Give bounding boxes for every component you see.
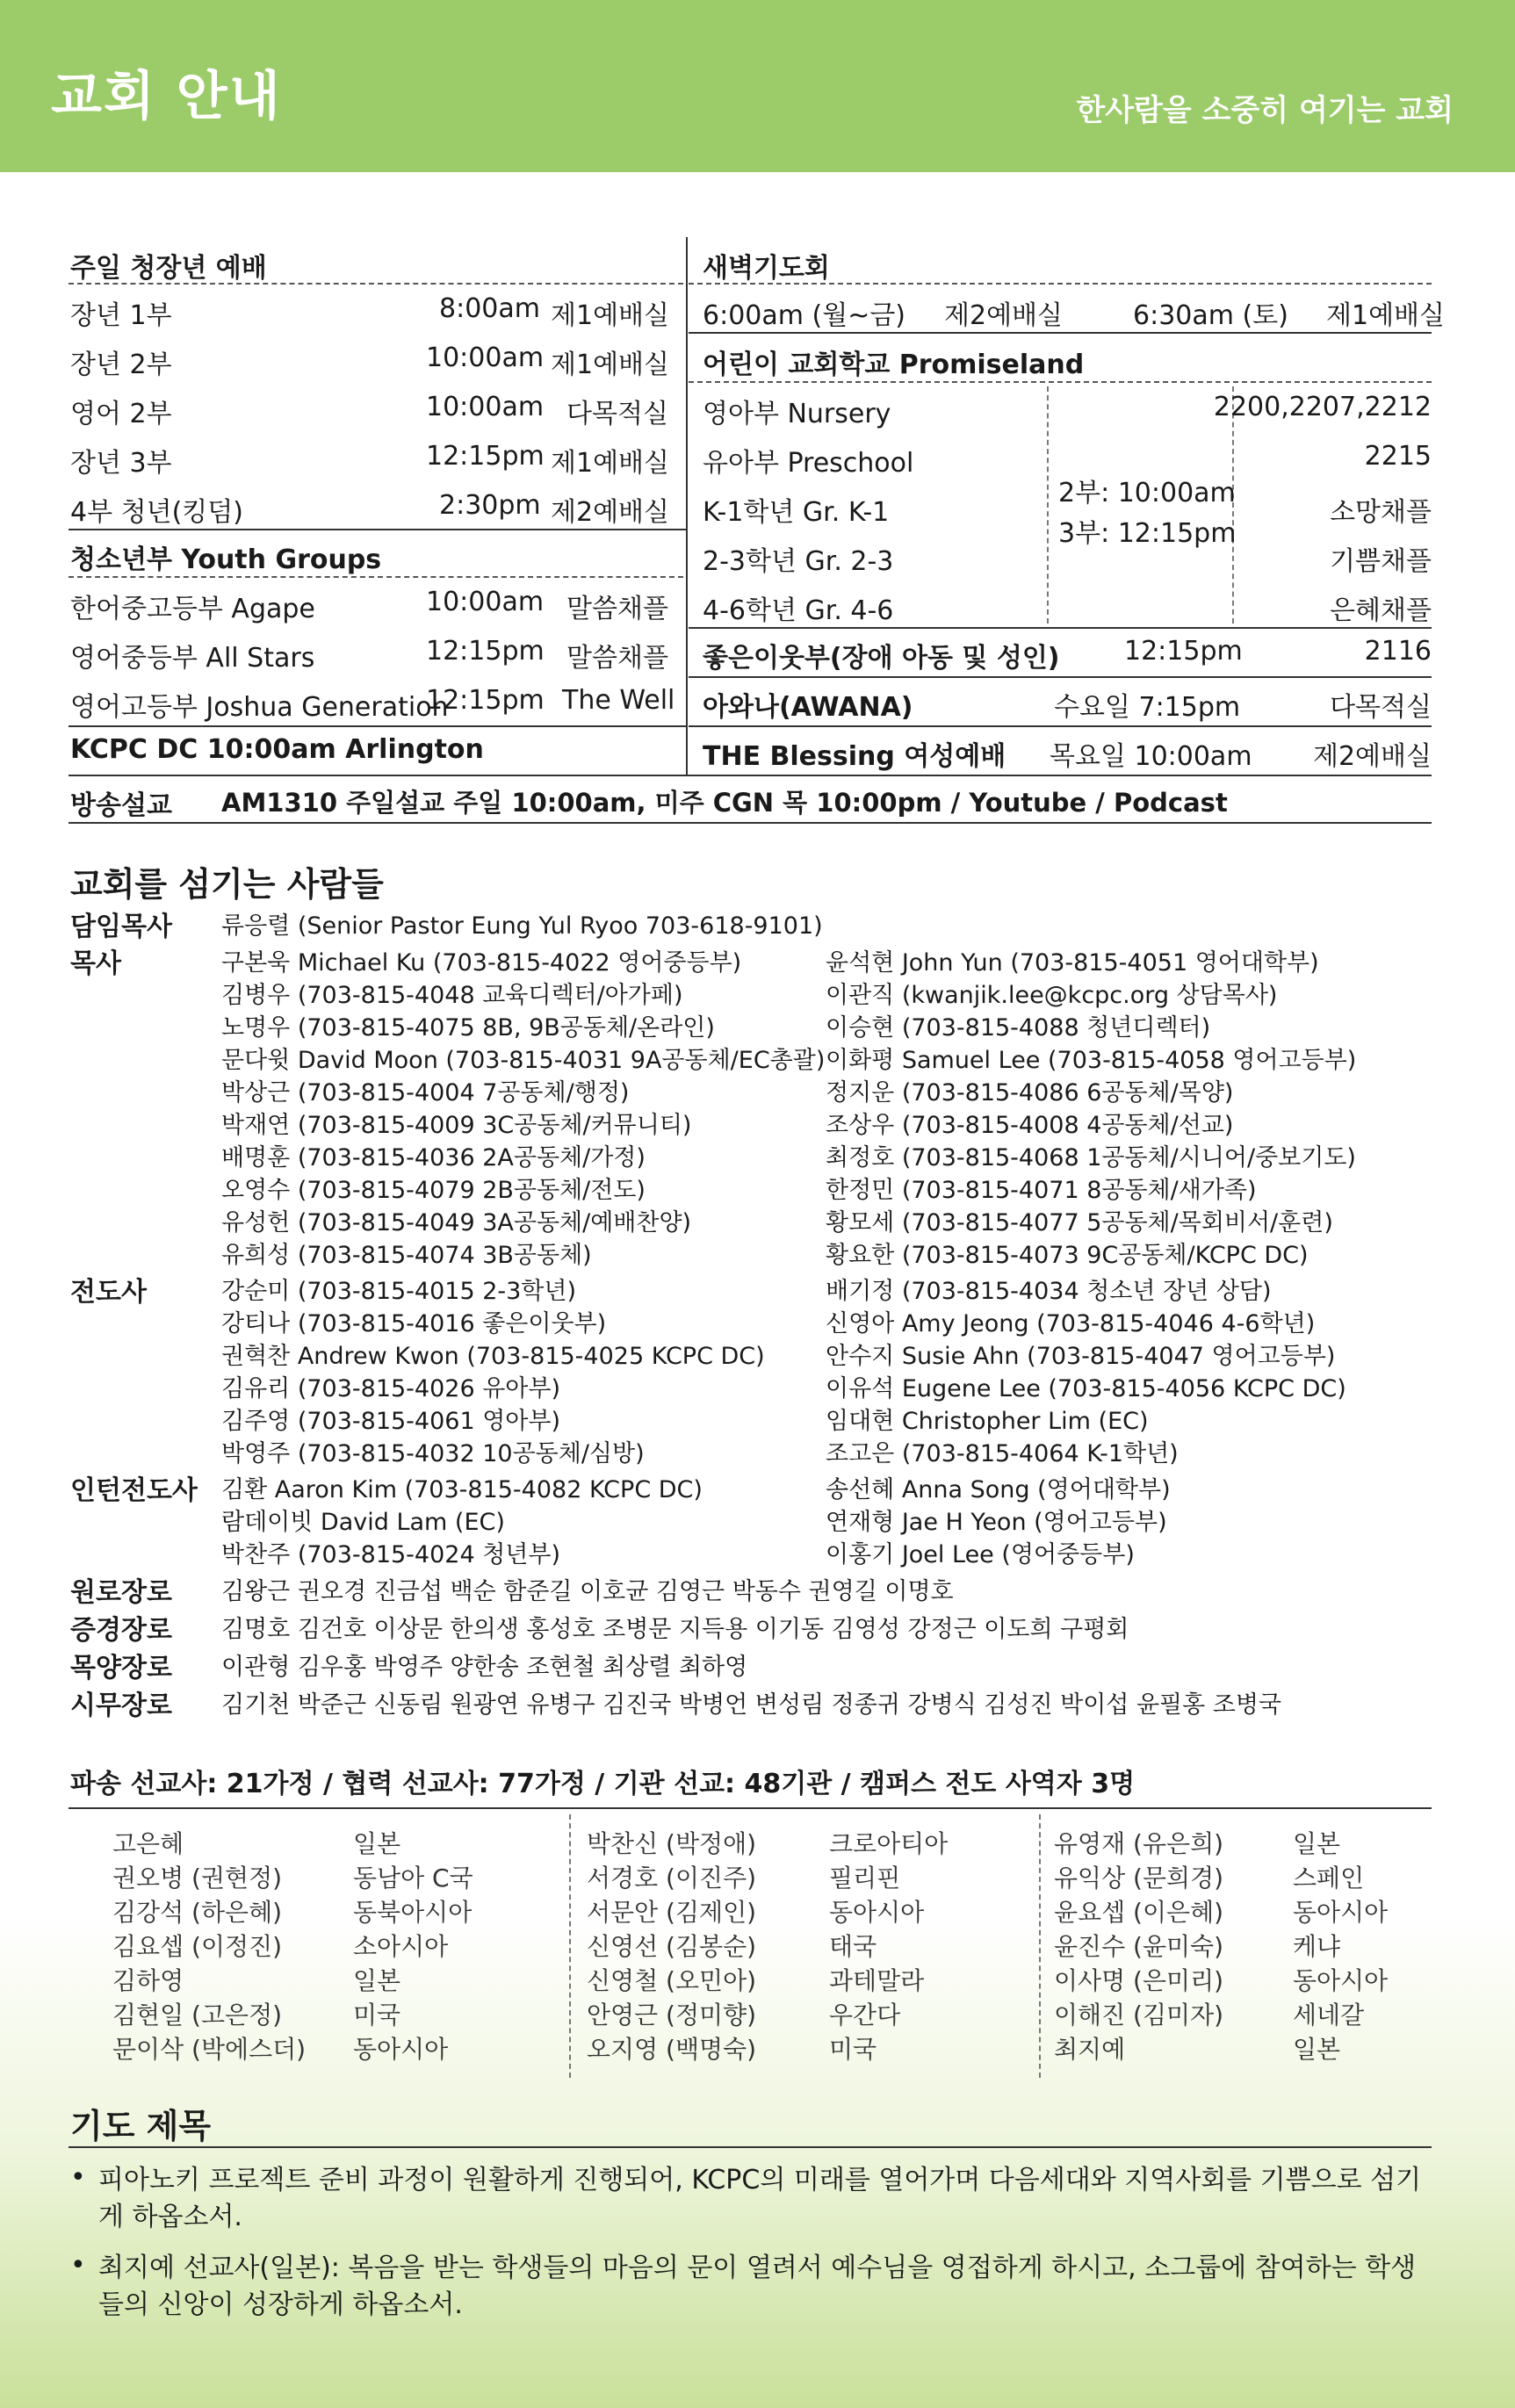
missionary-region: 동아시아: [1293, 1898, 1389, 1927]
staff-entry: 최정호 (703-815-4068 1공동체/시니어/중보기도): [826, 1144, 1356, 1172]
missionary-region: 미국: [353, 2001, 401, 2029]
senior-pastor-label: 담임목사: [70, 912, 172, 942]
staff-entry: 이화평 Samuel Lee (703-815-4058 영어고등부): [826, 1047, 1357, 1074]
divider: [69, 2146, 1432, 2148]
sunday-row-time: 10:00am: [426, 342, 545, 373]
divider: [689, 676, 1432, 678]
missionary-name: 박찬신 (박정애): [587, 1829, 757, 1858]
blessing-place: 제2예배실: [1312, 741, 1432, 772]
missionary-name: 신영선 (김봉순): [587, 1932, 757, 1961]
divider: [689, 627, 1432, 629]
divider: [69, 283, 683, 285]
missionary-region: 소아시아: [353, 1932, 449, 1961]
youth-row-name: 한어중고등부 Agape: [70, 594, 315, 624]
staff-entry: 신영아 Amy Jeong (703-815-4046 4-6학년): [826, 1310, 1316, 1337]
dawn-place-saturday: 제1예배실: [1326, 300, 1446, 331]
staff-entry: 유성헌 (703-815-4049 3A공동체/예배찬양): [221, 1209, 692, 1236]
missionary-name: 신영철 (오민아): [587, 1966, 757, 1995]
divider: [689, 725, 1432, 727]
school-row-name: 영아부 Nursery: [703, 399, 891, 429]
sunday-row-time: 10:00am: [426, 392, 545, 422]
awana-time: 수요일 7:15pm: [1054, 692, 1241, 723]
staff-entry: 김환 Aaron Kim (703-815-4082 KCPC DC): [221, 1476, 703, 1503]
missionary-region: 동남아 C국: [353, 1864, 473, 1893]
broadcast-label: 방송설교: [70, 790, 172, 821]
missionary-name: 서경호 (이진주): [587, 1864, 757, 1893]
missionary-region: 과테말라: [829, 1966, 925, 1995]
senior-pastor: 류응렬 (Senior Pastor Eung Yul Ryoo 703-618-9101): [221, 912, 823, 940]
sunday-row-time: 2:30pm: [439, 490, 541, 521]
prayer-item: 피아노키 프로젝트 준비 과정이 원활하게 진행되어, KCPC의 미래를 열어가며 다음세대와 지역사회를 기쁨으로 섬기게 하옵소서.: [98, 2165, 1422, 2232]
divider: [69, 1807, 1432, 1809]
youth-row-place: 말씀채플: [566, 643, 668, 674]
church-slogan: 한사람을 소중히 여기는 교회: [1076, 93, 1454, 128]
divider: [689, 332, 1432, 334]
staff-entry: 윤석현 John Yun (703-815-4051 영어대학부): [826, 949, 1319, 977]
school-row-place: 기쁨채플: [1330, 546, 1432, 577]
dawn-time-saturday: 6:30am (토): [1133, 300, 1288, 331]
missionary-region: 동아시아: [1293, 1966, 1389, 1995]
pastor-label: 목사: [70, 948, 121, 979]
youth-row-name: 영어중등부 All Stars: [70, 643, 315, 674]
missionary-name: 이사명 (은미리): [1054, 1966, 1224, 1995]
missionary-name: 이해진 (김미자): [1054, 2001, 1224, 2029]
intern-evangelist-label: 인턴전도사: [70, 1475, 198, 1506]
divider: [689, 381, 1432, 383]
school-row-name: K-1학년 Gr. K-1: [703, 497, 890, 528]
staff-entry: 배명훈 (703-815-4036 2A공동체/가정): [221, 1144, 646, 1172]
school-time-2nd: 2부: 10:00am: [1058, 478, 1236, 508]
sunday-row-name: 장년 1부: [70, 300, 172, 331]
missionary-name: 김현일 (고은정): [112, 2001, 283, 2029]
missionary-name: 유익상 (문희경): [1054, 1864, 1224, 1893]
sunday-row-place: 제1예배실: [551, 300, 670, 331]
staff-entry: 조고은 (703-815-4064 K-1학년): [826, 1440, 1179, 1467]
elder-group-label: 증경장로: [70, 1615, 172, 1646]
missionary-region: 케냐: [1293, 1932, 1341, 1961]
elder-group-names: 김명호 김건호 이상문 한의생 홍성호 조병문 지득용 이기동 김영성 강정근 이도희 구평회: [221, 1616, 1129, 1643]
missionary-region: 일본: [1293, 1829, 1341, 1858]
staff-entry: 박영주 (703-815-4032 10공동체/심방): [221, 1440, 645, 1467]
missionary-region: 동아시아: [353, 2035, 449, 2064]
sunday-row-name: 4부 청년(킹덤): [70, 497, 243, 528]
missionary-region: 태국: [829, 1932, 877, 1961]
staff-entry: 노명우 (703-815-4075 8B, 9B공동체/온라인): [221, 1014, 715, 1042]
missionary-region: 일본: [1293, 2035, 1341, 2064]
youth-row-place: The Well: [562, 685, 675, 716]
staff-entry: 송선혜 Anna Song (영어대학부): [826, 1476, 1171, 1503]
divider: [69, 775, 1432, 776]
school-row-place: 은혜채플: [1330, 595, 1432, 626]
youth-row-time: 12:15pm: [426, 636, 545, 667]
staff-entry: 이유석 Eugene Lee (703-815-4056 KCPC DC): [826, 1375, 1346, 1402]
missionary-name: 김하영: [112, 1966, 184, 1995]
school-row-place: 2200,2207,2212: [1213, 392, 1432, 422]
kcpc-dc-row: KCPC DC 10:00am Arlington: [70, 734, 484, 765]
elder-group-label: 목양장로: [70, 1653, 172, 1683]
staff-entry: 조상우 (703-815-4008 4공동체/선교): [826, 1112, 1234, 1139]
youth-groups-title: 청소년부 Youth Groups: [70, 544, 382, 575]
prayer-bullet: •: [70, 2162, 86, 2193]
sunday-row-place: 다목적실: [566, 399, 668, 429]
youth-row-name: 영어고등부 Joshua Generation: [70, 692, 449, 723]
staff-entry: 이관직 (kwanjik.lee@kcpc.org 상담목사): [826, 982, 1278, 1009]
elder-group-names: 김왕근 권오경 진금섭 백순 함준길 이호균 김영근 박동수 권영길 이명호: [221, 1578, 954, 1605]
missions-title: 파송 선교사: 21가정 / 협력 선교사: 77가정 / 기관 선교: 48기관 / 캠퍼스 전도 사역자 3명: [70, 1769, 1136, 1799]
prayer-title: 기도 제목: [70, 2107, 212, 2145]
staff-entry: 구본욱 Michael Ku (703-815-4022 영어중등부): [221, 949, 742, 977]
divider: [69, 822, 1432, 824]
staff-entry: 임대현 Christopher Lim (EC): [826, 1408, 1149, 1435]
elder-group-label: 시무장로: [70, 1691, 172, 1721]
dawn-place-weekday: 제2예배실: [944, 300, 1064, 331]
staff-entry: 황모세 (703-815-4077 5공동체/목회비서/훈련): [826, 1209, 1333, 1236]
missionary-name: 오지영 (백명숙): [587, 2035, 757, 2064]
staff-entry: 정지운 (703-815-4086 6공동체/목양): [826, 1079, 1234, 1107]
page-title: 교회 안내: [51, 66, 282, 127]
sunday-worship-title: 주일 청장년 예배: [70, 253, 267, 284]
divider: [69, 725, 686, 727]
staff-entry: 유희성 (703-815-4074 3B공동체): [221, 1242, 592, 1269]
missionary-region: 동아시아: [829, 1898, 925, 1927]
good-neighbor-place: 2116: [1364, 636, 1432, 667]
missionary-region: 동북아시아: [353, 1898, 473, 1927]
staff-entry: 김유리 (703-815-4026 유아부): [221, 1375, 560, 1402]
youth-row-time: 12:15pm: [426, 685, 545, 716]
missionary-name: 윤요셉 (이은혜): [1054, 1898, 1224, 1927]
sunday-row-place: 제1예배실: [551, 350, 670, 380]
elder-group-label: 원로장로: [70, 1577, 172, 1608]
sunday-row-name: 영어 2부: [70, 399, 172, 429]
missions-col-divider: [1039, 1814, 1041, 2078]
sunday-row-place: 제1예배실: [551, 448, 670, 479]
divider: [69, 529, 686, 530]
missionary-region: 스페인: [1293, 1864, 1365, 1893]
dawn-prayer-title: 새벽기도회: [703, 253, 830, 284]
blessing-name: THE Blessing 여성예배: [703, 741, 1006, 772]
children-school-title: 어린이 교회학교 Promiseland: [703, 350, 1085, 380]
table-divider: [686, 237, 688, 775]
missionary-region: 미국: [829, 2035, 877, 2064]
prayer-item: 최지예 선교사(일본): 복음을 받는 학생들의 마음의 문이 열려서 예수님을 영접하게 하시고, 소그룹에 참여하는 학생들의 신앙이 성장하게 하옵소서.: [98, 2253, 1417, 2320]
staff-entry: 연재형 Jae H Yeon (영어고등부): [826, 1509, 1167, 1536]
divider: [689, 283, 1432, 285]
missionary-name: 유영재 (유은희): [1054, 1829, 1224, 1858]
staff-entry: 오영수 (703-815-4079 2B공동체/전도): [221, 1177, 646, 1204]
staff-entry: 이홍기 Joel Lee (영어중등부): [826, 1541, 1135, 1568]
missionary-region: 크로아티아: [829, 1829, 949, 1858]
staff-entry: 권혁찬 Andrew Kwon (703-815-4025 KCPC DC): [221, 1343, 765, 1370]
missionary-name: 최지예: [1054, 2035, 1126, 2064]
staff-entry: 박상근 (703-815-4004 7공동체/행정): [221, 1079, 630, 1107]
staff-entry: 이승현 (703-815-4088 청년디렉터): [826, 1014, 1211, 1042]
staff-entry: 한정민 (703-815-4071 8공동체/새가족): [826, 1177, 1257, 1204]
blessing-time: 목요일 10:00am: [1050, 741, 1252, 772]
staff-entry: 람데이빗 David Lam (EC): [221, 1509, 505, 1536]
elder-group-names: 김기천 박준근 신동림 원광연 유병구 김진국 박병언 변성림 정종귀 강병식 김성진 박이섭 윤필홍 조병국: [221, 1691, 1282, 1719]
missionary-region: 일본: [353, 1829, 401, 1858]
broadcast-info: AM1310 주일설교 주일 10:00am, 미주 CGN 목 10:00pm / Youtube / Podcast: [221, 788, 1228, 818]
divider: [69, 576, 683, 578]
missionary-name: 김요셉 (이정진): [112, 1932, 283, 1961]
sunday-row-place: 제2예배실: [551, 497, 670, 528]
school-row-place: 소망채플: [1330, 497, 1432, 528]
missionary-name: 안영근 (정미향): [587, 2001, 757, 2029]
school-row-place: 2215: [1364, 441, 1432, 472]
missionary-name: 윤진수 (윤미숙): [1054, 1932, 1224, 1961]
staff-entry: 문다윗 David Moon (703-815-4031 9A공동체/EC총괄): [221, 1047, 826, 1074]
missionary-region: 우간다: [829, 2001, 901, 2029]
staff-entry: 김병우 (703-815-4048 교육디렉터/아가페): [221, 982, 683, 1009]
staff-entry: 박재연 (703-815-4009 3C공동체/커뮤니티): [221, 1112, 692, 1139]
missionary-name: 권오병 (권현정): [112, 1864, 283, 1893]
missionary-region: 필리핀: [829, 1864, 901, 1893]
elder-group-names: 이관형 김우홍 박영주 양한송 조현철 최상렬 최하영: [221, 1654, 748, 1681]
dawn-time-weekday: 6:00am (월~금): [703, 300, 906, 331]
staff-title: 교회를 섬기는 사람들: [70, 865, 384, 904]
missions-col-divider: [569, 1814, 571, 2078]
sunday-row-time: 8:00am: [439, 293, 540, 324]
missionary-name: 서문안 (김제인): [587, 1898, 757, 1927]
missionary-name: 문이삭 (박에스더): [112, 2035, 307, 2064]
youth-row-place: 말씀채플: [566, 594, 668, 624]
sunday-row-name: 장년 3부: [70, 448, 172, 479]
evangelist-label: 전도사: [70, 1277, 147, 1308]
staff-entry: 황요한 (703-815-4073 9C공동체/KCPC DC): [826, 1242, 1309, 1269]
good-neighbor-name: 좋은이웃부(장애 아동 및 성인): [703, 643, 1060, 674]
school-row-name: 4-6학년 Gr. 4-6: [703, 595, 894, 626]
staff-entry: 박찬주 (703-815-4024 청년부): [221, 1541, 560, 1568]
good-neighbor-time: 12:15pm: [1124, 636, 1243, 667]
youth-row-time: 10:00am: [426, 587, 545, 617]
staff-entry: 강티나 (703-815-4016 좋은이웃부): [221, 1310, 607, 1337]
staff-entry: 배기정 (703-815-4034 청소년 장년 상담): [826, 1278, 1272, 1305]
prayer-bullet: •: [70, 2250, 86, 2281]
staff-entry: 김주영 (703-815-4061 영아부): [221, 1408, 560, 1435]
header-bar: [0, 0, 1515, 172]
school-time-3rd: 3부: 12:15pm: [1058, 518, 1237, 549]
awana-name: 아와나(AWANA): [703, 692, 913, 723]
sunday-row-time: 12:15pm: [426, 441, 545, 472]
missionary-name: 고은혜: [112, 1829, 184, 1858]
school-row-name: 유아부 Preschool: [703, 448, 914, 479]
staff-entry: 강순미 (703-815-4015 2-3학년): [221, 1278, 577, 1305]
staff-entry: 안수지 Susie Ahn (703-815-4047 영어고등부): [826, 1343, 1336, 1370]
missionary-region: 세네갈: [1293, 2001, 1365, 2029]
sunday-row-name: 장년 2부: [70, 350, 172, 380]
awana-place: 다목적실: [1330, 692, 1432, 723]
school-row-name: 2-3학년 Gr. 2-3: [703, 546, 894, 577]
school-divider-left: [1047, 386, 1049, 624]
missionary-name: 김강석 (하은혜): [112, 1898, 283, 1927]
missionary-region: 일본: [353, 1966, 401, 1995]
